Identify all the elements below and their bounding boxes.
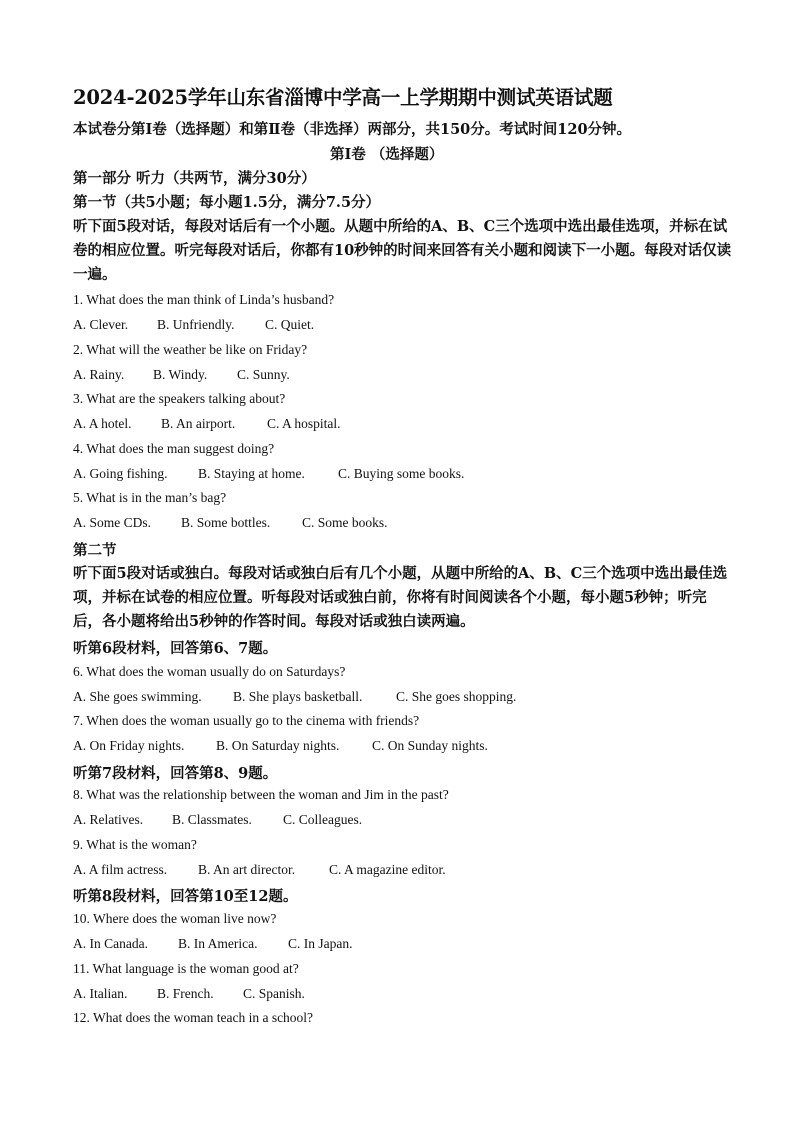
option-b: B. Classmates. [172,812,252,827]
option-c: C. On Sunday nights. [372,738,488,753]
question-4-options [73,466,464,482]
question-10: 10. Where does the woman live now? [73,911,277,926]
section-two-heading: 第二节 [73,542,117,559]
section-one-heading: 第一节（共5小题；每小题1.5分，满分7.5分） [73,194,381,211]
question-9: 9. What is the woman? [73,837,197,852]
question-4: 4. What does the man suggest doing? [73,441,275,456]
question-3: 3. What are the speakers talking about? [73,391,286,406]
section-two-instructions: 听下面5段对话或独白。每段对话或独白后有几个小题，从题中所给的A、B、C三个选项中选出最佳选项，并标在试卷的相应位置。听每段对话或独白前，你将有时间阅读各个小题，每小题5秒钟；听完后，各小题将给出5秒钟的作答时间。每段对话或独白读两遍。 [73,565,728,630]
option-b: B. French. [157,986,214,1001]
question-2-options [73,367,290,383]
option-b: B. On Saturday nights. [216,738,340,753]
question-6: 6. What does the woman usually do on Saturdays? [73,664,346,679]
question-11-options [73,986,305,1002]
option-b: B. She plays basketball. [233,689,363,704]
question-6-options [73,689,516,705]
option-a: A. Some CDs. [73,515,152,530]
option-a: A. In Canada. [73,936,148,951]
option-a: A. She goes swimming. [73,689,202,704]
option-a: A. On Friday nights. [73,738,185,753]
material-6-heading: 听第6段材料，回答第6、7题。 [73,640,278,657]
question-1: 1. What does the man think of Linda’s husband? [73,292,335,307]
option-c: C. Some books. [302,515,388,530]
option-b: B. In America. [178,936,258,951]
exam-intro: 本试卷分第Ⅰ卷（选择题）和第Ⅱ卷（非选择）两部分，共150分。考试时间120分钟。 [73,121,632,138]
question-11: 11. What language is the woman good at? [73,961,299,976]
option-a: A. A hotel. [73,416,132,431]
option-c: C. A magazine editor. [329,862,446,877]
option-c: C. Spanish. [243,986,305,1001]
option-b: B. Some bottles. [181,515,271,530]
question-12: 12. What does the woman teach in a school? [73,1010,314,1025]
option-c: C. Colleagues. [283,812,363,827]
option-b: B. Unfriendly. [157,317,235,332]
volume-heading: 第Ⅰ卷 （选择题） [330,146,444,163]
question-3-options [73,416,341,432]
material-8-heading: 听第8段材料，回答第10至12题。 [73,888,298,905]
question-8-options [73,812,362,828]
material-7-heading: 听第7段材料，回答第8、9题。 [73,765,278,782]
question-5-options [73,515,388,531]
option-a: A. Going fishing. [73,466,168,481]
option-a: A. Clever. [73,317,129,332]
section-one-instructions: 听下面5段对话，每段对话后有一个小题。从题中所给的A、B、C三个选项中选出最佳选项，并标在试卷的相应位置。听完每段对话后，你都有10秒钟的时间来回答有关小题和阅读下一小题。每段对话仅读一遍。 [73,218,732,283]
exam-title: 2024-2025学年山东省淄博中学高一上学期期中测试英语试题 [73,86,613,109]
question-1-options [73,317,314,333]
option-c: C. A hospital. [267,416,341,431]
option-c: C. She goes shopping. [396,689,517,704]
option-c: C. Sunny. [237,367,290,382]
part-one-heading: 第一部分 听力（共两节，满分30分） [73,170,316,187]
option-b: B. Windy. [153,367,208,382]
option-b: B. Staying at home. [198,466,305,481]
option-a: A. Italian. [73,986,128,1001]
option-a: A. Relatives. [73,812,144,827]
option-b: B. An airport. [161,416,236,431]
question-10-options [73,936,353,952]
option-b: B. An art director. [198,862,296,877]
question-2: 2. What will the weather be like on Friday? [73,342,308,357]
option-a: A. Rainy. [73,367,125,382]
question-5: 5. What is in the man’s bag? [73,490,227,505]
option-c: C. In Japan. [288,936,353,951]
option-c: C. Quiet. [265,317,315,332]
question-7: 7. When does the woman usually go to the cinema with friends? [73,713,420,728]
option-a: A. A film actress. [73,862,168,877]
question-9-options [73,862,446,878]
option-c: C. Buying some books. [338,466,465,481]
question-8: 8. What was the relationship between the woman and Jim in the past? [73,787,449,802]
question-7-options [73,738,488,754]
